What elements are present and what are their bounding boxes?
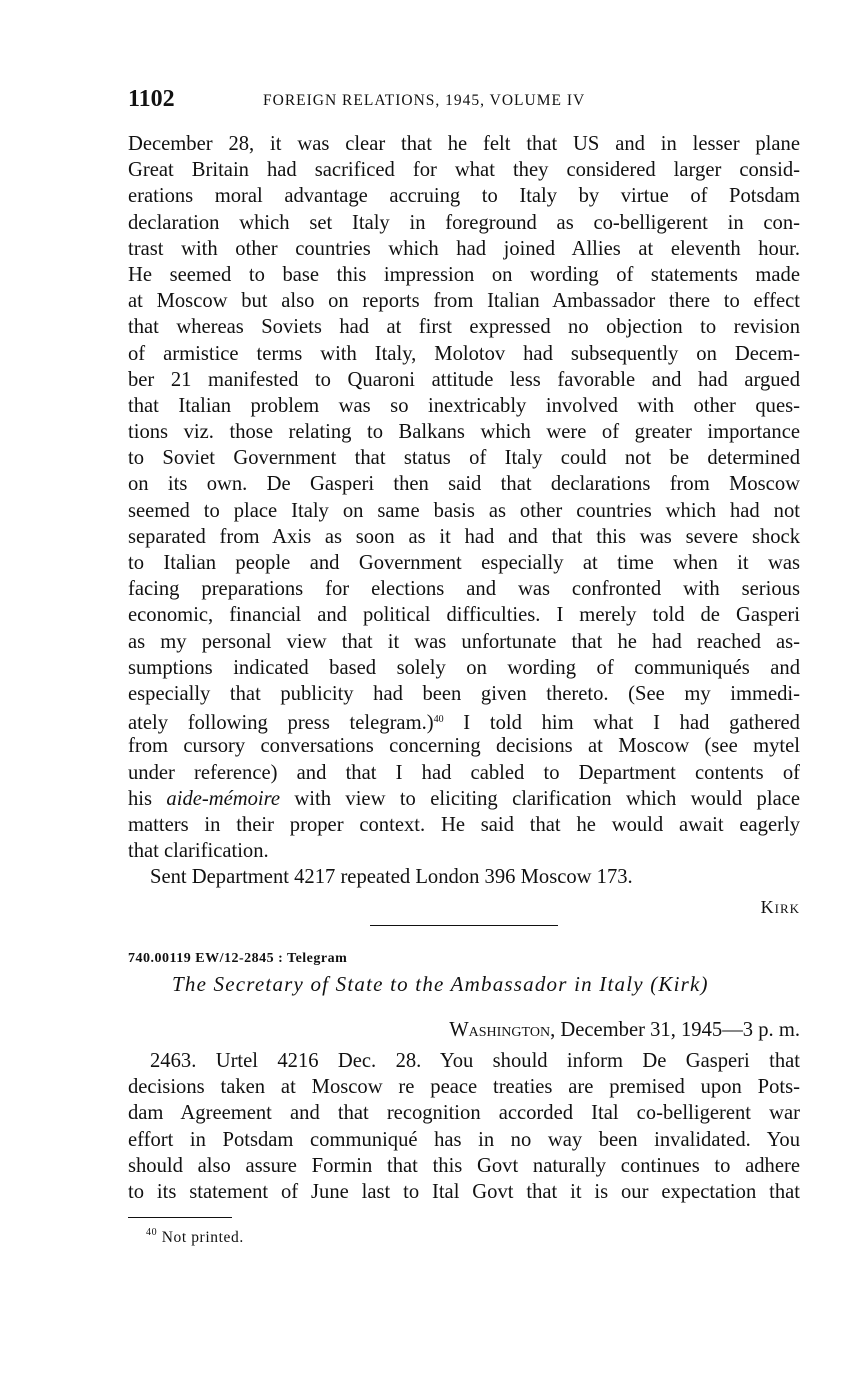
dateline [449,1019,800,1042]
dateline-place: Washington [449,1019,551,1041]
signature: Kirk [760,897,800,918]
body-line: especially that publicity had been given thereto. (See my immedi- [128,682,800,705]
document-title [172,972,709,997]
body-line: sumptions indicated based solely on wording of communiqués and [128,656,800,679]
footnote-marker: 40 [146,1227,158,1238]
sent-line: Sent Department 4217 repeated London 396 Moscow 173. [150,866,633,889]
body-line: on its own. De Gasperi then said that declarations from Moscow [128,473,800,496]
body-line: trast with other countries which had joined Allies at eleventh hour. [128,237,800,260]
letter-body [128,131,800,924]
body-line-part: with view to eliciting clarification which would place [280,787,800,810]
body-line: to Italian people and Government especially at time when it was [128,552,800,574]
body-line: at Moscow but also on reports from Italian Ambassador there to effect [128,290,800,313]
footnote [146,1227,244,1247]
page-header [128,86,800,116]
telegram-line: to its statement of June last to Ital Govt that it is our expectation that [128,1180,800,1203]
body-line: ber 21 manifested to Quaroni attitude less favorable and had argued [128,368,800,391]
body-line-with-italic [128,786,800,812]
body-line: that Italian problem was so inextricably involved with other ques- [128,394,800,417]
body-line: separated from Axis as soon as it had and that this was severe shock [128,525,800,548]
footnote-reference: 40 [433,714,444,726]
body-line: He seemed to base this impression on wording of statements made [128,263,800,286]
telegram-line: effort in Potsdam communiqué has in no way been invalidated. You [128,1128,800,1151]
body-line-with-footnote [128,707,800,733]
running-head: FOREIGN RELATIONS, 1945, VOLUME IV [263,92,586,109]
footnote-text: Not printed. [161,1229,244,1246]
section-divider [370,925,558,926]
body-line: from cursory conversations concerning decisions at Moscow (see mytel [128,735,800,758]
document-title-recipient: (Kirk) [650,972,709,996]
body-line: erations moral advantage accruing to Italy by virtue of Potsdam [128,185,800,208]
body-line: tions viz. those relating to Balkans which were of greater importance [128,421,800,444]
footnote-divider [128,1217,232,1218]
body-line: Great Britain had sacrificed for what they considered larger consid- [128,159,800,182]
telegram-line: decisions taken at Moscow re peace treaties are premised upon Pots- [128,1076,800,1099]
body-line-part: his [128,787,167,810]
body-line: that whereas Soviets had at first expressed no objection to revision [128,316,800,339]
body-line-part: I told him what I had gathered [443,712,800,735]
telegram-line: dam Agreement and that recognition accorded Ital co-belligerent war [128,1102,800,1125]
body-line: declaration which set Italy in foreground as co-belligerent in con- [128,211,800,234]
body-line: economic, financial and political difficulties. I merely told de Gasperi [128,604,800,627]
body-line-part: ately following press telegram.) [128,712,434,735]
body-line: December 28, it was clear that he felt that US and in lesser plane [128,133,800,155]
body-line: matters in their proper context. He said that he would await eagerly [128,813,800,836]
body-line: seemed to place Italy on same basis as other countries which had not [128,499,800,522]
telegram-body [128,1048,800,1205]
italic-term: aide-mémoire [166,787,281,810]
document-title-main: The Secretary of State to the Ambassador in Italy [172,972,644,996]
body-line: to Soviet Government that status of Italy could not be determined [128,447,800,470]
dateline-date: , December 31, 1945—3 p. m. [550,1019,800,1041]
telegram-line: should also assure Formin that this Govt naturally continues to adhere [128,1154,800,1177]
body-line: under reference) and that I had cabled to Department contents of [128,761,800,784]
body-line: of armistice terms with Italy, Molotov had subsequently on Decem- [128,342,800,365]
body-line: facing preparations for elections and was confronted with serious [128,578,800,601]
file-reference: 740.00119 EW/12-2845 : Telegram [128,951,348,966]
body-line: as my personal view that it was unfortunate that he had reached as- [128,630,800,653]
body-line: that clarification. [128,840,269,863]
telegram-line: 2463. Urtel 4216 Dec. 28. You should inform De Gasperi that [150,1050,800,1072]
page-number: 1102 [128,86,175,112]
